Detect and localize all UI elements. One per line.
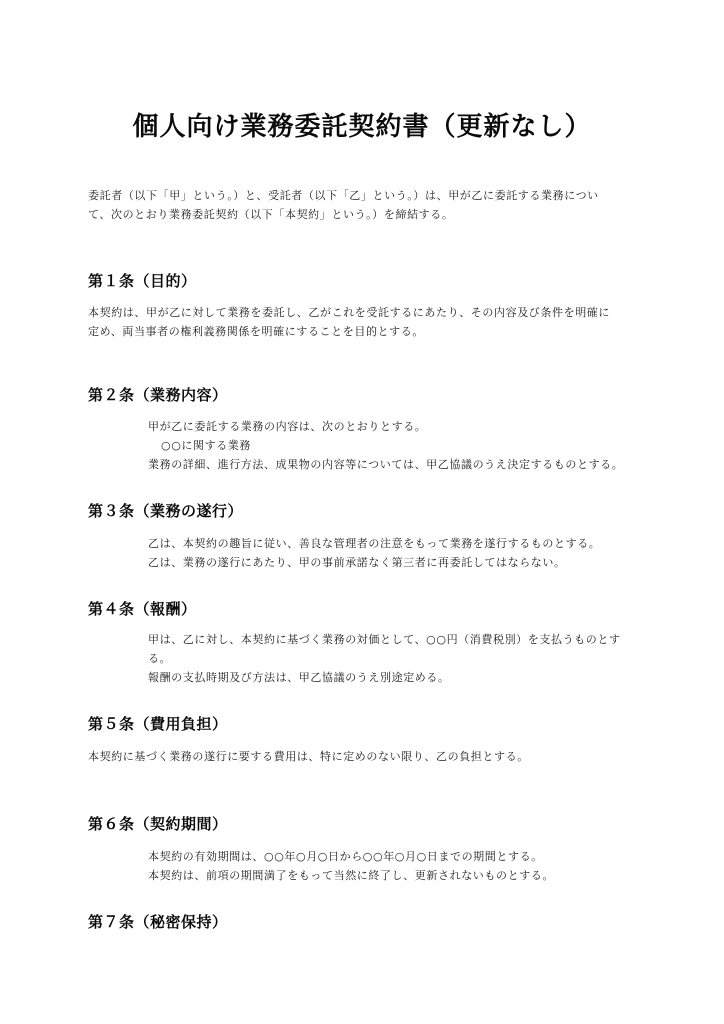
article-1-heading: 第１条（目的） <box>88 272 197 290</box>
article-3-body <box>148 534 600 572</box>
article-line: 甲が乙に委託する業務の内容は、次のとおりとする。 <box>148 420 427 433</box>
article-7-heading: 第７条（秘密保持） <box>88 913 228 931</box>
article-6-heading: 第６条（契約期間） <box>88 815 228 833</box>
article-3-heading: 第３条（業務の遂行） <box>88 502 244 520</box>
article-6-body <box>148 847 554 885</box>
article-line: 報酬の支払時期及び方法は、甲乙協議のうえ別途定める。 <box>148 671 450 684</box>
article-4-heading: 第４条（報酬） <box>88 600 197 618</box>
preamble-line: 委託者（以下「甲」という。）と、受託者（以下「乙」という。）は、甲が乙に委託する業務につい <box>88 189 599 202</box>
article-line: 定め、両当事者の権利義務関係を明確にすることを目的とする。 <box>88 325 424 338</box>
article-5-heading: 第５条（費用負担） <box>88 715 228 733</box>
article-line: 乙は、業務の遂行にあたり、甲の事前承諾なく第三者に再委託してはならない。 <box>148 556 566 569</box>
article-subitem: ○○に関する業務 <box>161 439 251 452</box>
article-5-body <box>88 747 529 766</box>
article-line: 業務の詳細、進行方法、成果物の内容等については、甲乙協議のうえ決定するものとする。 <box>148 458 624 471</box>
article-1-body <box>88 303 610 341</box>
article-line: 本契約に基づく業務の遂行に要する費用は、特に定めのない限り、乙の負担とする。 <box>88 750 529 763</box>
article-line: る。 <box>148 652 172 665</box>
article-4-body <box>148 630 621 687</box>
article-2-body <box>148 417 623 474</box>
document-title: 個人向け業務委託契約書（更新なし） <box>132 112 592 142</box>
article-line: 乙は、本契約の趣旨に従い、善良な管理者の注意をもって業務を遂行するものとする。 <box>148 537 601 550</box>
preamble <box>88 186 599 224</box>
article-2-heading: 第２条（業務内容） <box>88 386 228 404</box>
article-line: 本契約の有効期間は、○○年○月○日から○○年○月○日までの期間とする。 <box>148 850 543 863</box>
article-line: 本契約は、前項の期間満了をもって当然に終了し、更新されないものとする。 <box>148 869 554 882</box>
article-line: 本契約は、甲が乙に対して業務を委託し、乙がこれを受託するにあたり、その内容及び条件を明確に <box>88 306 610 319</box>
article-line: 甲は、乙に対し、本契約に基づく業務の対価として、○○円（消費税別）を支払うものとす <box>148 633 621 646</box>
preamble-line: て、次のとおり業務委託契約（以下「本契約」という。）を締結する。 <box>88 208 454 221</box>
